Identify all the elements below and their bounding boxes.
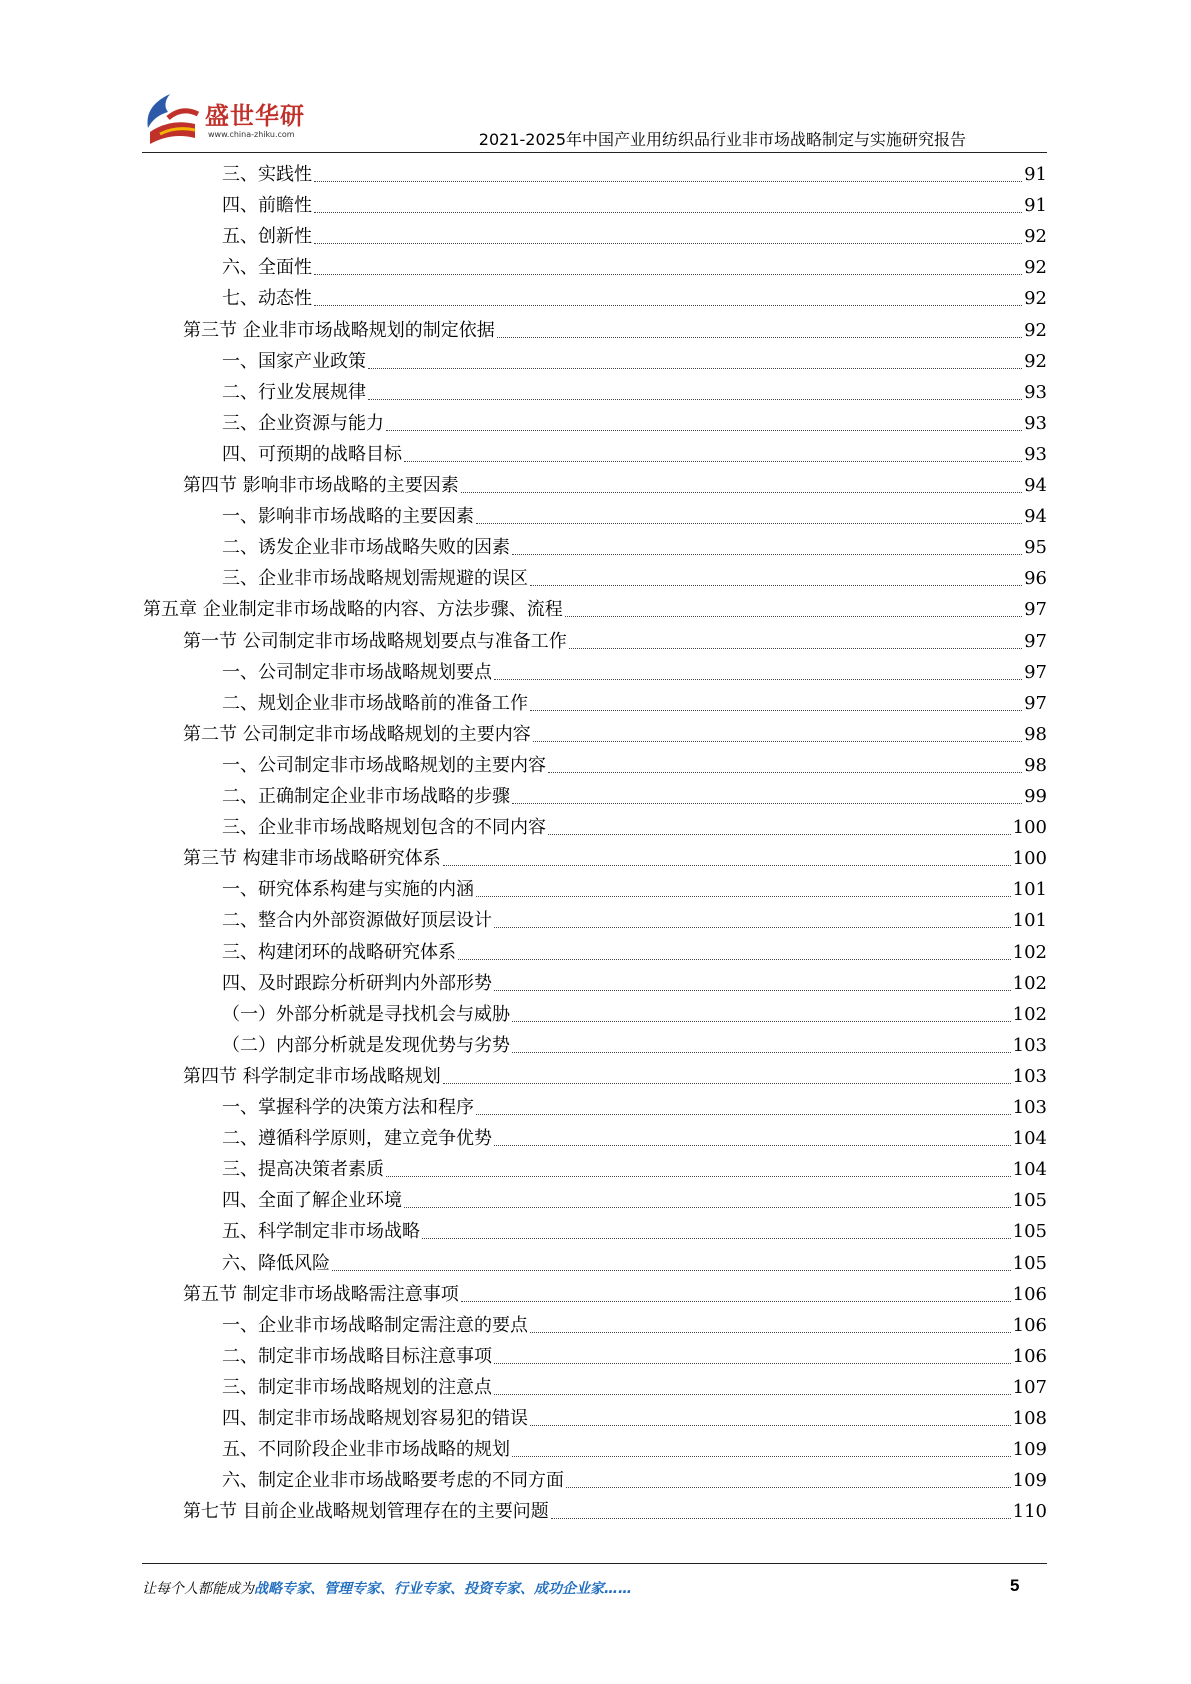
toc-entry[interactable]: [222, 1373, 1047, 1403]
toc-entry-title: 三、实践性: [222, 164, 312, 185]
toc-entry-title: 五、科学制定非市场战略: [222, 1221, 420, 1243]
toc-leader-dots: [368, 398, 1022, 400]
toc-entry-title: 二、整合内外部资源做好顶层设计: [222, 910, 492, 932]
toc-entry[interactable]: [222, 347, 1047, 377]
toc-entry-title: 第七节 目前企业战略规划管理存在的主要问题: [183, 1501, 549, 1523]
toc-entry[interactable]: [222, 409, 1047, 439]
toc-entry-title: 第五章 企业制定非市场战略的内容、方法步骤、流程: [143, 599, 563, 621]
toc-entry-title: 三、企业非市场战略规划需规避的误区: [222, 568, 528, 590]
toc-leader-dots: [566, 1486, 1011, 1488]
toc-leader-dots: [512, 802, 1022, 804]
toc-entry-title: （二）内部分析就是发现优势与劣势: [222, 1034, 510, 1056]
toc-entry[interactable]: [222, 875, 1047, 905]
toc-entry-page: 94: [1024, 475, 1047, 496]
toc-entry-title: 第二节 公司制定非市场战略规划的主要内容: [183, 723, 531, 745]
toc-entry-page: 96: [1024, 568, 1047, 590]
toc-entry-title: 第五节 制定非市场战略需注意事项: [183, 1283, 459, 1305]
toc-entry[interactable]: [222, 1249, 1047, 1279]
toc-leader-dots: [494, 678, 1022, 680]
toc-entry-page: 92: [1024, 288, 1047, 310]
toc-entry-page: 97: [1024, 630, 1047, 652]
footer-slogan: [142, 1578, 632, 1598]
toc-entry-page: 98: [1024, 754, 1047, 776]
toc-entry-title: 一、掌握科学的决策方法和程序: [222, 1097, 474, 1118]
toc-entry[interactable]: [183, 316, 1047, 346]
toc-leader-dots: [530, 584, 1022, 586]
toc-entry[interactable]: [222, 782, 1047, 812]
toc-entry-title: 七、动态性: [222, 288, 312, 310]
toc-entry-page: 91: [1024, 164, 1047, 185]
toc-entry-title: （一）外部分析就是寻找机会与威胁: [222, 1003, 510, 1025]
toc-leader-dots: [533, 740, 1022, 742]
toc-leader-dots: [530, 1424, 1011, 1426]
footer-divider: [142, 1563, 1047, 1564]
toc-entry-title: 第一节 公司制定非市场战略规划要点与准备工作: [183, 630, 567, 652]
toc-leader-dots: [530, 709, 1022, 711]
toc-leader-dots: [551, 1517, 1011, 1519]
toc-leader-dots: [565, 615, 1022, 617]
toc-entry-page: 92: [1024, 350, 1047, 372]
toc-leader-dots: [494, 926, 1011, 928]
toc-entry-title: 一、国家产业政策: [222, 350, 366, 372]
toc-entry-title: 六、制定企业非市场战略要考虑的不同方面: [222, 1470, 564, 1492]
logo-url: www.china-zhiku.com: [208, 130, 295, 139]
toc-entry-page: 103: [1012, 1034, 1047, 1056]
toc-entry-title: 四、可预期的战略目标: [222, 443, 402, 465]
toc-leader-dots: [314, 211, 1022, 213]
toc-entry[interactable]: [222, 813, 1047, 843]
toc-entry-title: 三、构建闭环的战略研究体系: [222, 941, 456, 963]
toc-entry-page: 105: [1012, 1252, 1047, 1274]
toc-leader-dots: [404, 460, 1022, 462]
toc-entry[interactable]: [222, 1124, 1047, 1154]
toc-leader-dots: [476, 522, 1022, 524]
toc-entry-title: 五、创新性: [222, 226, 312, 248]
toc-entry-page: 101: [1012, 910, 1047, 932]
toc-entry-title: 二、制定非市场战略目标注意事项: [222, 1345, 492, 1367]
footer-slogan-prefix: 让每个人都能成为: [142, 1581, 254, 1597]
toc-entry-title: 六、降低风险: [222, 1252, 330, 1274]
toc-entry-title: 二、正确制定企业非市场战略的步骤: [222, 786, 510, 807]
toc-entry[interactable]: [222, 1311, 1047, 1341]
toc-entry[interactable]: [183, 627, 1047, 657]
toc-entry-page: 94: [1024, 506, 1047, 528]
toc-entry-title: 二、规划企业非市场战略前的准备工作: [222, 692, 528, 714]
toc-entry-title: 三、企业资源与能力: [222, 412, 384, 434]
toc-leader-dots: [443, 864, 1011, 866]
toc-leader-dots: [443, 1082, 1011, 1084]
toc-entry-page: 102: [1012, 1003, 1047, 1025]
toc-entry[interactable]: [222, 533, 1047, 563]
toc-entry-page: 93: [1024, 412, 1047, 434]
toc-leader-dots: [314, 273, 1022, 275]
toc-leader-dots: [314, 242, 1022, 244]
toc-leader-dots: [386, 1175, 1011, 1177]
toc-entry[interactable]: [222, 440, 1047, 470]
toc-entry[interactable]: [222, 1000, 1047, 1030]
toc-entry[interactable]: [222, 222, 1047, 252]
toc-entry[interactable]: [183, 1497, 1047, 1527]
toc-entry-title: 一、公司制定非市场战略规划要点: [222, 661, 492, 683]
toc-entry-page: 104: [1012, 1159, 1047, 1181]
toc-entry-page: 97: [1024, 599, 1047, 621]
toc-entry-page: 92: [1024, 257, 1047, 279]
toc-entry-page: 107: [1012, 1376, 1047, 1398]
toc-entry-page: 102: [1012, 941, 1047, 963]
toc-entry-title: 第四节 影响非市场战略的主要因素: [183, 475, 459, 496]
toc-entry[interactable]: [183, 720, 1047, 750]
toc-entry-title: 四、全面了解企业环境: [222, 1190, 402, 1212]
toc-entry[interactable]: [222, 564, 1047, 594]
toc-entry[interactable]: [222, 1435, 1047, 1465]
toc-entry-page: 110: [1012, 1501, 1047, 1523]
toc-entry-page: 97: [1024, 661, 1047, 683]
report-title: 2021-2025年中国产业用纺织品行业非市场战略制定与实施研究报告: [478, 130, 966, 149]
toc-entry[interactable]: [183, 1280, 1047, 1310]
toc-leader-dots: [476, 1113, 1011, 1115]
toc-entry-page: 99: [1024, 786, 1047, 807]
toc-entry[interactable]: [222, 191, 1047, 221]
toc-entry-title: 二、行业发展规律: [222, 381, 366, 403]
toc-entry-page: 100: [1012, 817, 1047, 839]
toc-entry-title: 一、企业非市场战略制定需注意的要点: [222, 1314, 528, 1336]
toc-leader-dots: [548, 833, 1011, 835]
toc-leader-dots: [461, 491, 1022, 493]
toc-entry[interactable]: [222, 502, 1047, 532]
toc-leader-dots: [512, 1455, 1011, 1457]
toc-entry-page: 92: [1024, 319, 1047, 341]
toc-leader-dots: [494, 1144, 1011, 1146]
toc-leader-dots: [494, 1362, 1011, 1364]
toc-entry-page: 93: [1024, 443, 1047, 465]
toc-entry-title: 四、及时跟踪分析研判内外部形势: [222, 972, 492, 994]
toc-entry-page: 105: [1012, 1190, 1047, 1212]
toc-entry[interactable]: [222, 689, 1047, 719]
toc-entry-title: 三、提高决策者素质: [222, 1159, 384, 1181]
toc-entry-title: 第三节 企业非市场战略规划的制定依据: [183, 319, 495, 341]
toc-leader-dots: [422, 1237, 1011, 1239]
toc-entry-page: 109: [1012, 1470, 1047, 1492]
footer-slogan-highlight: 战略专家、管理专家、行业专家、投资专家、成功企业家……: [254, 1581, 632, 1597]
toc-entry-page: 103: [1012, 1097, 1047, 1118]
toc-leader-dots: [494, 1393, 1011, 1395]
toc-entry[interactable]: [222, 751, 1047, 781]
toc-entry-page: 100: [1012, 848, 1047, 870]
toc-entry-title: 第三节 构建非市场战略研究体系: [183, 848, 441, 870]
toc-entry[interactable]: [222, 378, 1047, 408]
toc-entry-page: 109: [1012, 1439, 1047, 1461]
toc-entry[interactable]: [222, 1155, 1047, 1185]
toc-entry[interactable]: [222, 1466, 1047, 1496]
toc-leader-dots: [314, 304, 1022, 306]
toc-entry-title: 第四节 科学制定非市场战略规划: [183, 1065, 441, 1087]
toc-entry-title: 四、前瞻性: [222, 195, 312, 217]
toc-entry-page: 105: [1012, 1221, 1047, 1243]
toc-entry[interactable]: [222, 938, 1047, 968]
toc-entry[interactable]: [222, 160, 1047, 190]
toc-leader-dots: [548, 771, 1022, 773]
toc-leader-dots: [512, 553, 1022, 555]
toc-entry[interactable]: [222, 284, 1047, 314]
toc-entry-title: 一、影响非市场战略的主要因素: [222, 506, 474, 528]
toc-leader-dots: [314, 180, 1022, 182]
toc-entry-page: 91: [1024, 195, 1047, 217]
toc-entry[interactable]: [222, 1031, 1047, 1061]
toc-entry[interactable]: [222, 253, 1047, 283]
toc-entry-title: 六、全面性: [222, 257, 312, 279]
toc-entry[interactable]: [183, 471, 1047, 501]
toc-entry-title: 五、不同阶段企业非市场战略的规划: [222, 1439, 510, 1461]
toc-leader-dots: [476, 895, 1011, 897]
toc-entry-page: 95: [1024, 537, 1047, 559]
toc-entry-page: 106: [1012, 1345, 1047, 1367]
toc-leader-dots: [512, 1020, 1011, 1022]
toc-entry[interactable]: [143, 595, 1047, 625]
toc-entry-page: 108: [1012, 1408, 1047, 1429]
toc-entry[interactable]: [222, 1404, 1047, 1434]
page-number: 5: [1010, 1576, 1020, 1595]
toc-entry-page: 106: [1012, 1283, 1047, 1305]
logo-name: 盛世华研: [205, 102, 305, 130]
toc-entry-page: 92: [1024, 226, 1047, 248]
toc-leader-dots: [497, 336, 1022, 338]
toc-entry-title: 四、制定非市场战略规划容易犯的错误: [222, 1408, 528, 1429]
toc-entry-page: 104: [1012, 1128, 1047, 1150]
toc-leader-dots: [386, 429, 1022, 431]
header-divider: [142, 152, 1047, 153]
toc-entry-title: 一、研究体系构建与实施的内涵: [222, 879, 474, 901]
toc-entry[interactable]: [222, 1186, 1047, 1216]
toc-entry-page: 97: [1024, 692, 1047, 714]
toc-leader-dots: [530, 1331, 1011, 1333]
toc-entry-page: 98: [1024, 723, 1047, 745]
page-header: [0, 0, 1191, 160]
toc-leader-dots: [404, 1206, 1011, 1208]
toc-entry[interactable]: [222, 1342, 1047, 1372]
toc-entry[interactable]: [222, 969, 1047, 999]
toc-entry-page: 103: [1012, 1065, 1047, 1087]
toc-entry-page: 93: [1024, 381, 1047, 403]
toc-leader-dots: [512, 1051, 1011, 1053]
toc-entry-page: 106: [1012, 1314, 1047, 1336]
toc-leader-dots: [368, 367, 1022, 369]
toc-leader-dots: [494, 989, 1011, 991]
toc-entry-title: 一、公司制定非市场战略规划的主要内容: [222, 754, 546, 776]
toc-entry[interactable]: [222, 906, 1047, 936]
toc-entry-title: 二、诱发企业非市场战略失败的因素: [222, 537, 510, 559]
toc-leader-dots: [458, 958, 1011, 960]
toc-entry[interactable]: [183, 844, 1047, 874]
toc-entry-title: 三、企业非市场战略规划包含的不同内容: [222, 817, 546, 839]
toc-entry[interactable]: [183, 1062, 1047, 1092]
toc-leader-dots: [569, 647, 1022, 649]
toc-entry[interactable]: [222, 1093, 1047, 1123]
toc-leader-dots: [332, 1269, 1011, 1271]
toc-entry-title: 三、制定非市场战略规划的注意点: [222, 1376, 492, 1398]
toc-entry-page: 102: [1012, 972, 1047, 994]
toc-entry-page: 101: [1012, 879, 1047, 901]
toc-leader-dots: [461, 1300, 1011, 1302]
toc-entry[interactable]: [222, 1217, 1047, 1247]
toc-entry-title: 二、遵循科学原则，建立竞争优势: [222, 1128, 492, 1150]
toc-entry[interactable]: [222, 658, 1047, 688]
